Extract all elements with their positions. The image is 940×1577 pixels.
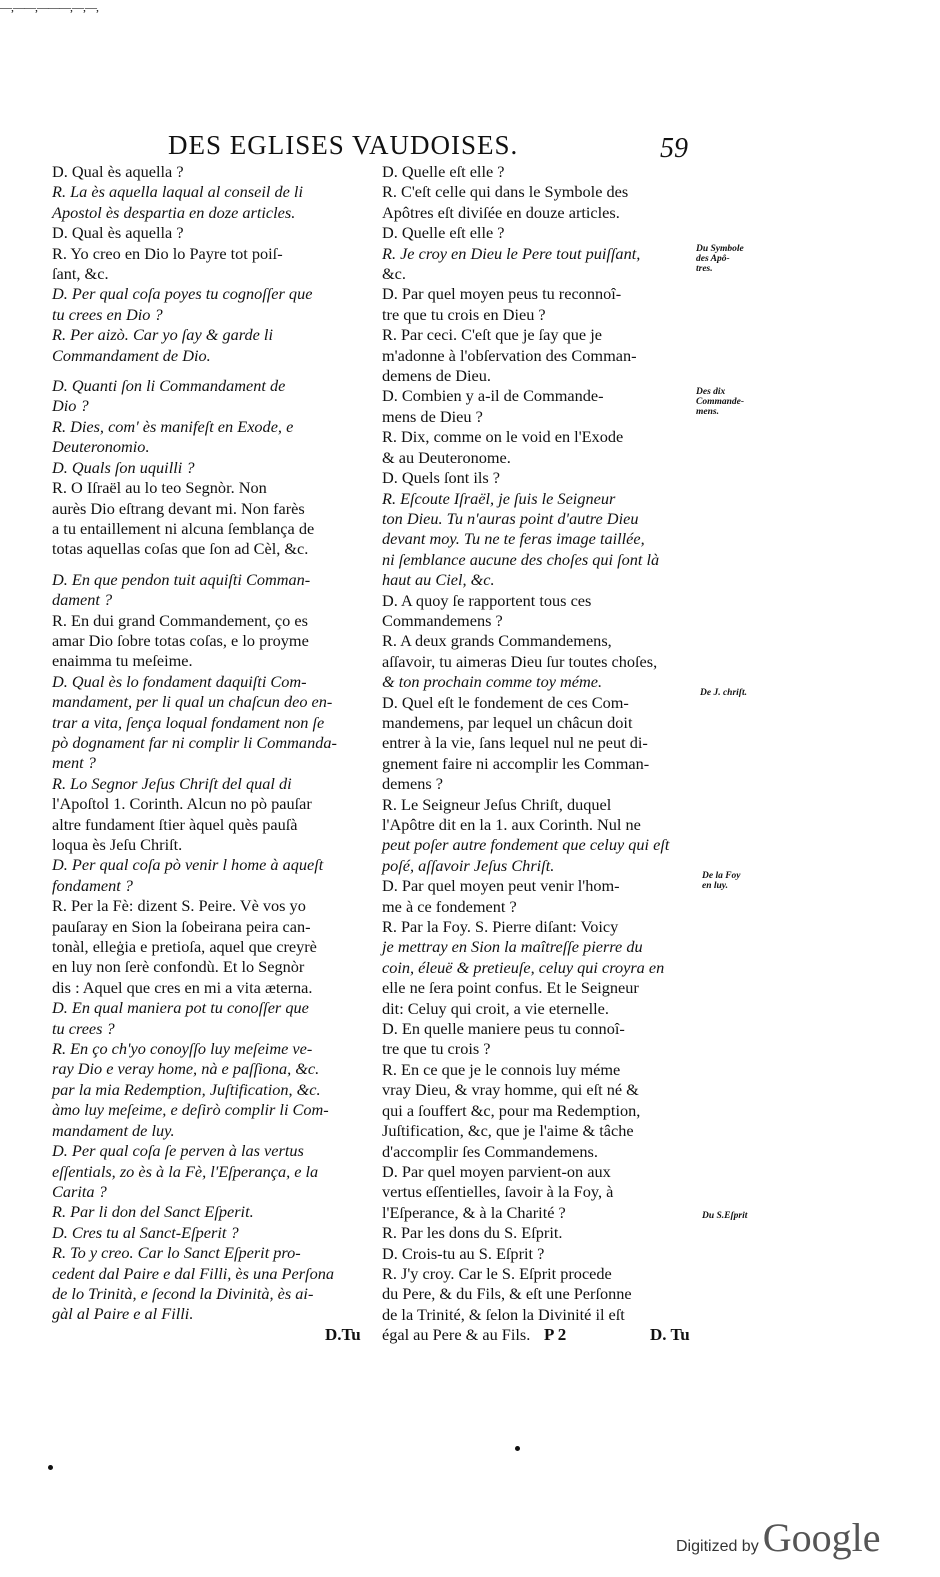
digitized-by-google bbox=[676, 1514, 880, 1561]
text-line: ſant, &c. bbox=[52, 264, 109, 284]
text-line: gàl al Paire e al Filli. bbox=[52, 1304, 194, 1324]
text-line: devant moy. Tu ne te feras image taillée, bbox=[382, 529, 645, 549]
text-line: R. En dui grand Commandement, ço es bbox=[52, 610, 308, 630]
text-line: R. Par li don del Sanct Eſperit. bbox=[52, 1202, 254, 1222]
text-line: D. Qual ès lo fondament daquiſti Com- bbox=[52, 671, 307, 691]
text-line: de la Trinité, & ſelon la Divinité il eſt bbox=[382, 1304, 625, 1324]
right-column-french bbox=[382, 162, 700, 1346]
text-line: ni ſemblance aucune des choſes qui ſont là bbox=[382, 549, 660, 569]
text-line: gnement faire ni accomplir les Comman- bbox=[382, 753, 650, 773]
text-line: dis : Aquel que cres en mi a vita æterna. bbox=[52, 977, 313, 997]
text-line: D. Quelle eſt elle ? bbox=[382, 162, 505, 181]
text-line: R. A deux grands Commandemens, bbox=[382, 631, 612, 651]
text-line: R. O Iſraël au lo teo Segnòr. Non bbox=[52, 478, 267, 498]
text-line: elle ne ſera point confus. Et le Seigneur bbox=[382, 978, 639, 998]
text-line: D. Crois-tu au S. Eſprit ? bbox=[382, 1243, 545, 1263]
side-note-foy: De la Foy en luy. bbox=[702, 871, 741, 891]
text-line: D. Quanti ſon li Commandament de bbox=[52, 376, 286, 396]
text-line: aurès Dio eſtrang devant mi. Non farès bbox=[52, 498, 305, 518]
text-line: altre fundament ſtier àquel quès pauſà bbox=[52, 814, 298, 834]
text-line: Commandemens ? bbox=[382, 610, 503, 630]
text-line: dit: Celuy qui croit, a vie eternelle. bbox=[382, 998, 609, 1018]
paragraph-gap bbox=[52, 366, 362, 376]
text-line: totas aquellas coſas que ſon ad Cèl, &c. bbox=[52, 539, 309, 559]
text-line: D. En quelle maniere peus tu connoî- bbox=[382, 1019, 625, 1039]
text-line: me à ce fondement ? bbox=[382, 896, 517, 916]
paragraph-gap bbox=[52, 560, 362, 570]
text-line: de lo Trinità, e ſecond la Divinità, ès ai- bbox=[52, 1283, 314, 1303]
text-line: R. Yo creo en Dio lo Payre tot poiſ- bbox=[52, 243, 283, 263]
text-line: Apôtres eſt diviſée en douze articles. bbox=[382, 202, 620, 222]
text-line: Juſtification, &c, que je l'aime & tâche bbox=[382, 1121, 634, 1141]
text-line: Carita ? bbox=[52, 1181, 107, 1201]
text-line: D. Quals ſon uquilli ? bbox=[52, 457, 195, 477]
text-line: R. Per aizò. Car yo ſay & garde li bbox=[52, 325, 273, 345]
text-line: demens de Dieu. bbox=[382, 366, 491, 386]
text-line: ment ? bbox=[52, 753, 96, 773]
text-line: d'accomplir ſes Commandemens. bbox=[382, 1141, 598, 1161]
text-line: mandemens, par lequel un châcun doit bbox=[382, 712, 633, 732]
text-line: pauſaray en Sion la ſobeirana peira can- bbox=[52, 916, 311, 936]
text-line: R. To y creo. Car lo Sanct Eſperit pro- bbox=[52, 1243, 301, 1263]
text-line: peut poſer autre fondement que celuy qui eſt bbox=[382, 835, 670, 855]
top-edge-mark: —,——,———,—,—, bbox=[0, 0, 98, 14]
text-line: du Pere, & du Fils, & eſt une Perſonne bbox=[382, 1284, 632, 1304]
text-line: R. Dies, com' ès manifeſt en Exode, e bbox=[52, 416, 294, 436]
text-line: entrer à la vie, ſans lequel nul ne peut di- bbox=[382, 733, 648, 753]
text-line: Apostol ès despartia en doze articles. bbox=[52, 202, 296, 222]
text-line: D. Par quel moyen parvient-on aux bbox=[382, 1161, 611, 1181]
text-line: R. En ço ch'yo conoyſſo luy meſeime ve- bbox=[52, 1039, 313, 1059]
text-line: tre que tu crois ? bbox=[382, 1039, 491, 1059]
text-line: D. Per qual coſa ſe perven à las vertus bbox=[52, 1141, 304, 1161]
side-note-symbole: Du Symbole des Apô- tres. bbox=[696, 244, 744, 274]
text-line: je mettray en Sion la maîtreſſe pierre du bbox=[382, 937, 643, 957]
text-line: m'adonne à l'obſervation des Comman- bbox=[382, 345, 637, 365]
text-line: R. Dix, comme on le void en l'Exode bbox=[382, 427, 624, 447]
text-line: & au Deuteronome. bbox=[382, 447, 511, 467]
running-header: DES EGLISES VAUDOISES. bbox=[168, 130, 519, 160]
text-line: & ton prochain comme toy méme. bbox=[382, 672, 603, 692]
text-line: tu crees ? bbox=[52, 1018, 115, 1038]
text-line: cedent dal Paire e dal Filli, ès una Perſona bbox=[52, 1263, 334, 1283]
text-line: coin, éleuë & pretieuſe, celuy qui croyra en bbox=[382, 957, 665, 977]
text-line: R. Lo Segnor Jeſus Chriſt del qual di bbox=[52, 773, 292, 793]
text-line: R. J'y croy. Car le S. Eſprit procede bbox=[382, 1263, 612, 1283]
text-line: mandament, per li qual un chaſcun deo en- bbox=[52, 692, 333, 712]
signature-mark: P 2 bbox=[544, 1325, 567, 1344]
text-line: demens ? bbox=[382, 774, 444, 794]
text-line: R. Eſcoute Iſraël, je ſuis le Seigneur bbox=[382, 488, 616, 508]
text-line: R. Je croy en Dieu le Pere tout puiſſant, bbox=[382, 243, 641, 263]
text-line: pò dognament far ni complir li Commanda- bbox=[52, 732, 337, 752]
text-line: R. C'eſt celle qui dans le Symbole des bbox=[382, 182, 629, 202]
text-line: vertus eſſentielles, ſavoir à la Foy, à bbox=[382, 1182, 614, 1202]
side-note-saint-esprit: Du S.Eſprit bbox=[702, 1211, 748, 1221]
text-line: &c. bbox=[382, 264, 406, 284]
text-line: R. Par la Foy. S. Pierre diſant: Voicy bbox=[382, 917, 619, 937]
text-line: D. Qual ès aquella ? bbox=[52, 162, 184, 181]
side-note-commandemens: Des dix Commande- mens. bbox=[696, 387, 745, 417]
text-line: l'Apôtre dit en la 1. aux Corinth. Nul ne bbox=[382, 815, 641, 834]
text-line: D. A quoy ſe rapportent tous ces bbox=[382, 590, 592, 610]
digitized-label: Digitized by bbox=[676, 1538, 759, 1555]
text-line: haut au Ciel, &c. bbox=[382, 570, 495, 590]
text-line: D. Per qual coſa pò venir l home à aqueſt bbox=[52, 855, 324, 875]
text-line: R. La ès aquella laqual al conseil de li bbox=[52, 182, 303, 202]
text-line: qui a ſouffert &c, pour ma Redemption, bbox=[382, 1100, 641, 1120]
text-line: D. Combien y a-il de Commande- bbox=[382, 386, 604, 406]
side-note-jesus-christ: De J. chriſt. bbox=[700, 688, 747, 698]
text-line: R. En ce que je le connois luy méme bbox=[382, 1059, 621, 1079]
text-line: Dio ? bbox=[52, 396, 89, 416]
text-line: D. Quel eſt le fondement de ces Com- bbox=[382, 692, 629, 712]
text-line: D. Per qual coſa poyes tu cognoſſer que bbox=[52, 284, 313, 304]
text-line: dament ? bbox=[52, 590, 113, 610]
google-logo: Google bbox=[762, 1515, 881, 1560]
text-line: loqua ès Jeſu Chriſt. bbox=[52, 835, 183, 854]
text-line: D. Par quel moyen peus tu reconnoî- bbox=[382, 284, 622, 304]
text-line: trar a vita, ſença loqual fondament non ſe bbox=[52, 712, 325, 732]
text-line: par la mia Redemption, Juſtification, &c. bbox=[52, 1079, 321, 1099]
catchword-left: D.Tu bbox=[325, 1325, 361, 1344]
text-line: D. Qual ès aquella ? bbox=[52, 223, 184, 243]
text-line: R. Par ceci. C'eſt que je ſay que je bbox=[382, 325, 602, 345]
text-line: eſſentials, zo ès à la Fè, l'Eſperança, e la bbox=[52, 1161, 319, 1181]
text-line: ray Dio e veray home, nà e paſſiona, &c. bbox=[52, 1059, 320, 1079]
text-line: a tu entaillement ni alcuna ſemblança de bbox=[52, 518, 315, 538]
text-line: mandament de luy. bbox=[52, 1120, 175, 1140]
text-line: R. Per la Fè: dizent S. Peire. Vè vos yo bbox=[52, 896, 306, 916]
text-line: en luy non ſerè confondù. Et lo Segnòr bbox=[52, 957, 305, 977]
ink-dot bbox=[48, 1465, 53, 1470]
text-line: D. Par quel moyen peut venir l'hom- bbox=[382, 876, 620, 896]
text-line: tonàl, elleġia e pretioſa, aquel que creyrè bbox=[52, 937, 317, 957]
text-line: Deuteronomio. bbox=[52, 437, 150, 457]
ink-dot bbox=[515, 1446, 520, 1451]
text-line: fondament ? bbox=[52, 875, 133, 895]
text-line: Commandament de Dio. bbox=[52, 345, 211, 365]
text-line: amar Dio ſobre totas coſas, e lo proyme bbox=[52, 630, 309, 650]
text-line: D. Cres tu al Sanct-Eſperit ? bbox=[52, 1222, 239, 1242]
text-line: tre que tu crois en Dieu ? bbox=[382, 304, 546, 324]
text-line: enaimma tu meſeime. bbox=[52, 651, 193, 671]
text-line: R. Par les dons du S. Eſprit. bbox=[382, 1223, 563, 1243]
catchword-right: D. Tu bbox=[650, 1325, 690, 1344]
text-line: tu crees en Dio ? bbox=[52, 304, 163, 324]
text-line: poſé, aſſavoir Jeſus Chriſt. bbox=[382, 855, 555, 875]
text-line: égal au Pere & au Fils. bbox=[382, 1325, 531, 1345]
text-line: D. Quelle eſt elle ? bbox=[382, 223, 505, 243]
page-number: 59 bbox=[660, 133, 688, 164]
text-line: l'Apoſtol 1. Corinth. Alcun no pò pauſar bbox=[52, 794, 312, 814]
text-line: l'Eſperance, & à la Charité ? bbox=[382, 1202, 566, 1222]
text-line: D. En qual maniera pot tu conoſſer que bbox=[52, 998, 309, 1018]
text-line: vray Dieu, & vray homme, qui eſt né & bbox=[382, 1080, 639, 1100]
text-line: D. Quels ſont ils ? bbox=[382, 468, 501, 488]
left-column-occitan bbox=[52, 162, 362, 1325]
text-line: aſſavoir, tu aimeras Dieu ſur toutes choſes, bbox=[382, 651, 658, 671]
text-line: mens de Dieu ? bbox=[382, 406, 483, 426]
text-line: R. Le Seigneur Jeſus Chriſt, duquel bbox=[382, 794, 612, 814]
text-line: D. En que pendon tuit aquiſti Comman- bbox=[52, 569, 311, 589]
text-line: ton Dieu. Tu n'auras point d'autre Dieu bbox=[382, 508, 639, 528]
text-line: àmo luy meſeime, e deſirò complir li Com- bbox=[52, 1100, 329, 1120]
